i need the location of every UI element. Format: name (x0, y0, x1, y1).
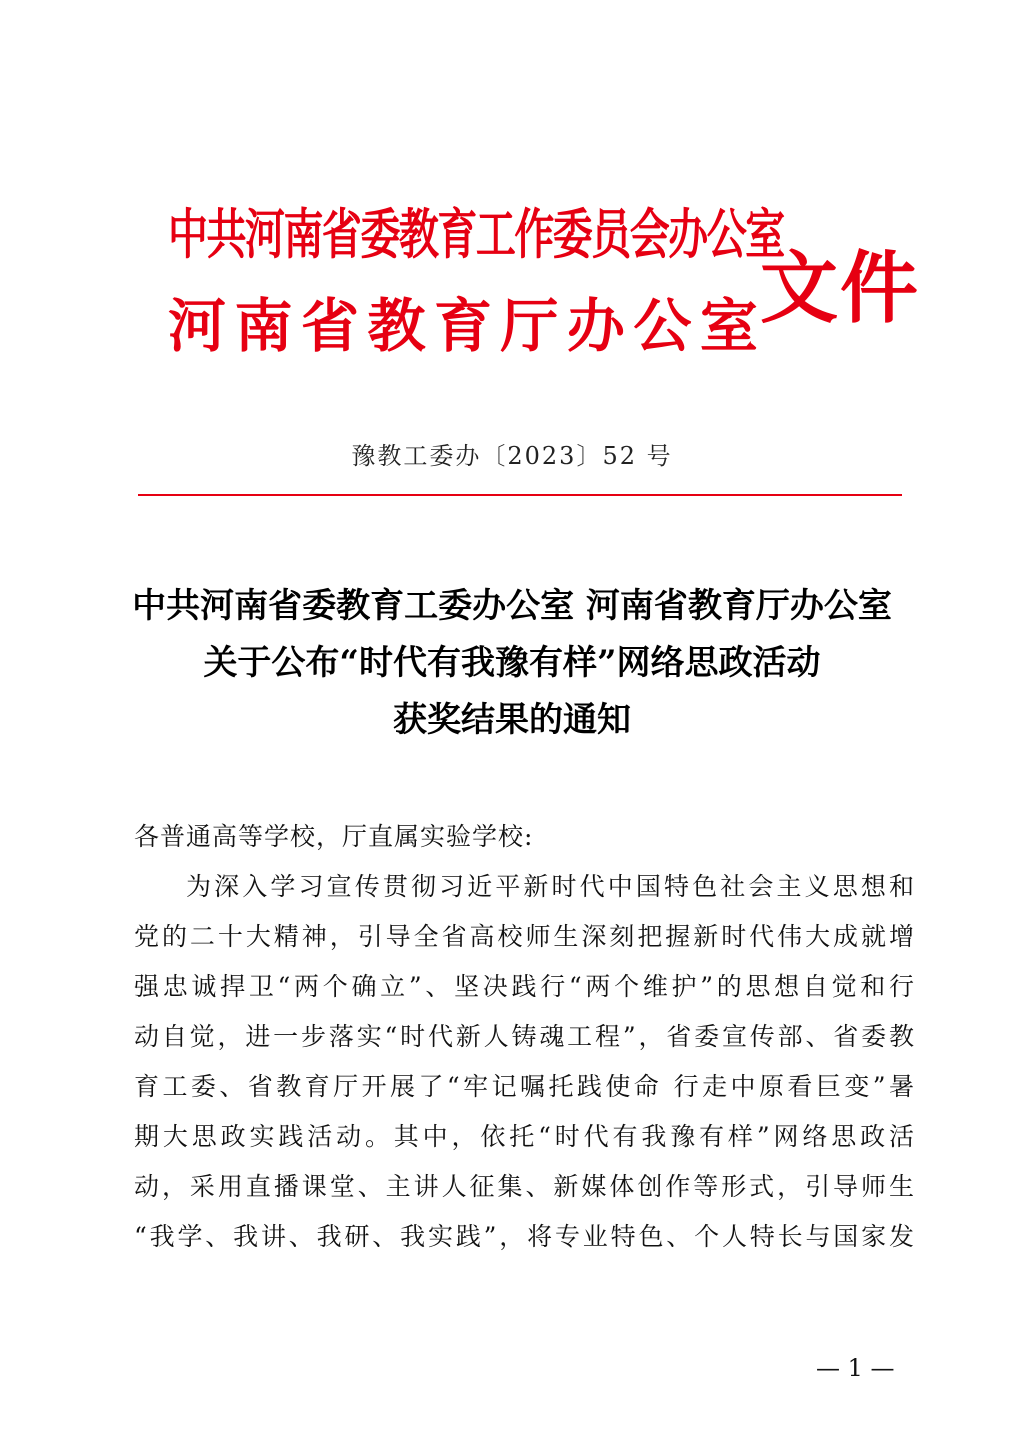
issuer-char: 室 (699, 292, 758, 360)
issuer-header (168, 196, 921, 376)
salutation: 各普通高等学校，厅直属实验学校: (134, 822, 534, 851)
paragraph-line: “我学、我讲、我研、我实践”，将专业特色、个人特长与国家发 (134, 1222, 914, 1251)
paragraph-line: 为深入学习宣传贯彻习近平新时代中国特色社会主义思想和 (186, 872, 914, 901)
issuer-char: 南 (234, 292, 293, 360)
red-divider (138, 494, 902, 496)
paragraph-line: 动自觉，进一步落实“时代新人铸魂工程”，省委宣传部、省委教 (134, 1022, 914, 1051)
title-line: 关于公布“时代有我豫有样”网络思政活动 (203, 643, 821, 683)
document-body (134, 812, 914, 1262)
paragraph-line: 强忠诚捍卫“两个确立”、坚决践行“两个维护”的思想自觉和行 (134, 972, 914, 1001)
paragraph-line: 育工委、省教育厅开展了“牢记嘱托践使命 行走中原看巨变”暑 (134, 1072, 914, 1101)
page-number: — 1 — (816, 1354, 895, 1382)
issuer-char: 河 (168, 292, 227, 360)
issuer-char: 公 (633, 292, 692, 360)
title-line: 获奖结果的通知 (393, 700, 631, 740)
issuer-char: 教 (367, 292, 426, 360)
issuer-char: 省 (300, 292, 359, 360)
issuer-suffix: 文件 (760, 243, 921, 334)
issuer-char: 厅 (500, 292, 559, 360)
issuer-line-1: 中共河南省委教育工作委员会办公室 (168, 202, 784, 266)
document-title (100, 578, 924, 749)
issuer-char: 育 (433, 292, 492, 360)
paragraph-line: 党的二十大精神，引导全省高校师生深刻把握新时代伟大成就增 (134, 922, 914, 951)
issuer-char: 办 (566, 292, 625, 360)
paragraph-line: 期大思政实践活动。其中，依托“时代有我豫有样”网络思政活 (134, 1122, 914, 1151)
document-number: 豫教工委办〔2023〕52 号 (351, 442, 673, 470)
issuer-line-2 (168, 286, 758, 366)
paragraph-line: 动，采用直播课堂、主讲人征集、新媒体创作等形式，引导师生 (134, 1172, 914, 1201)
title-line: 中共河南省委教育工委办公室 河南省教育厅办公室 (132, 586, 892, 626)
